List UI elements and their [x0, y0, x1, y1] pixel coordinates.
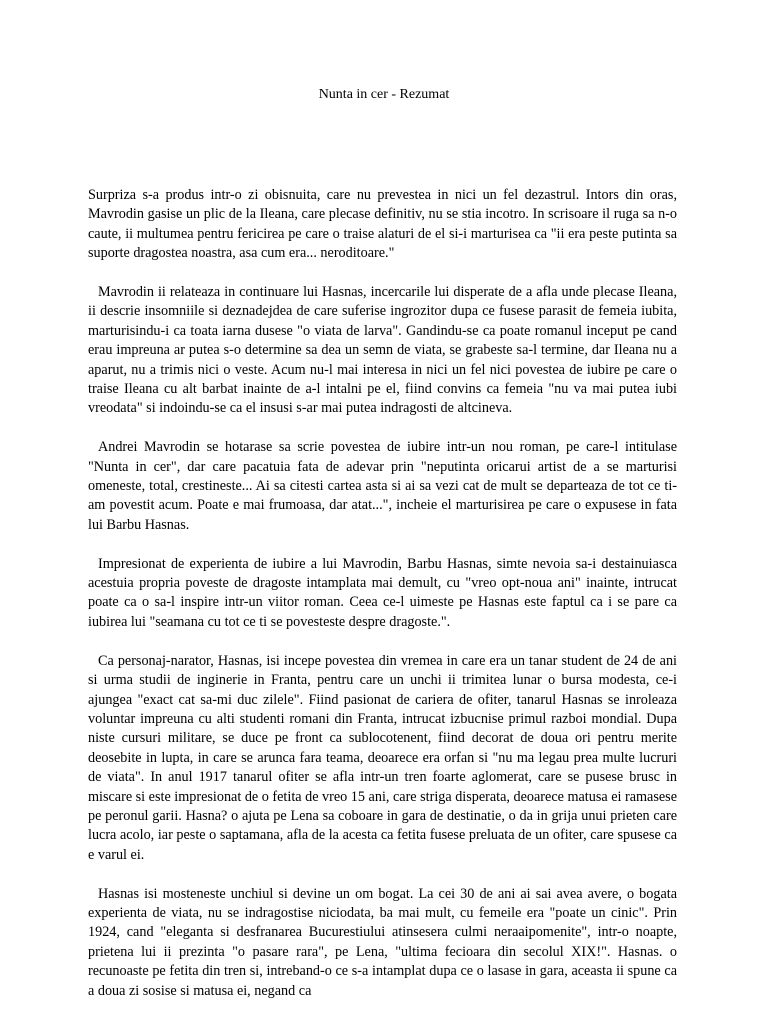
paragraph-6: Hasnas isi mosteneste unchiul si devine un om bogat. La cei 30 de ani ai sai avea avere, o bogata experienta de viata, nu se indragostise niciodata, ba mai mult, cu femeile era "poate un cinic". Prin 1924, cand "eleganta si desfranarea Bucurestiului atinsesera culmi neraaipomenite", intr-o noapte, prietena lui ii prezinta "o pasare rara", pe Lena, "ultima fecioara din secolul XIX!". Hasnas. o recunoaste pe fetita din tren si, intreband-o ce s-a intamplat dupa ce o lasase in gara, aceasta ii spune ca a doua zi sosise si matusa ei, negand ca: [88, 885, 677, 999]
paragraph-3: Andrei Mavrodin se hotarase sa scrie povestea de iubire intr-un nou roman, pe care-l intitulase "Nunta in cer", dar care pacatuia fata de adevar prin "neputinta oricarui artist de a se marturisi omeneste, total, crestineste... Ai sa citesti cartea asta si ai sa vezi cat de mult se departeaza de tot ce ti-am povestit acum. Poate e mai frumoasa, dar atat...", incheie el marturisirea pe care o expusese in fata lui Barbu Hasnas.: [88, 439, 677, 533]
document-body: [88, 186, 677, 1020]
paragraph-1: Surpriza s-a produs intr-o zi obisnuita, care nu prevestea in nici un fel dezastrul. Intors din oras, Mavrodin gasise un plic de la Ileana, care plecase definitiv, nu se stia incotro. In scrisoare il ruga sa n-o caute, ii multumea pentru fericirea pe care o traise alaturi de el si-i marturisea ca "ii era peste putinta sa suporte dragostea noastra, asa cum era... neroditoare.": [88, 187, 677, 262]
paragraph-2: Mavrodin ii relateaza in continuare lui Hasnas, incercarile lui disperate de a afla unde plecase Ileana, ii descrie insomniile si deznadejdea de care suferise ingrozitor dupa ce fusese parasit de femeia iubita, marturisindu-i ca toata iarna dusese "o viata de larva". Gandindu-se ca poate romanul inceput pe cand erau impreuna ar putea s-o determine sa dea un semn de viata, se grabeste sa-l termine, dar Ileana nu a aparut, nu a trimis nici o veste. Acum nu-l mai interesa in nici un fel nici povestea de iubire pe care o traise Ileana cu alt barbat inainte de a-l intalni pe el, fiind convins ca femeia "nu va mai putea iubi vreodata" si indoindu-se ca el insusi s-ar mai putea indragosti de altcineva.: [88, 284, 677, 417]
paragraph-5: Ca personaj-narator, Hasnas, isi incepe povestea din vremea in care era un tanar student de 24 de ani si urma studii de inginerie in Franta, pentru care un unchi ii trimitea lunar o bursa modesta, ce-i ajungea "exact cat sa-mi duc zilele". Fiind pasionat de cariera de ofiter, tanarul Hasnas se inroleaza voluntar impreuna cu alti studenti romani din Franta, intrucat izbucnise primul razboi mondial. Dupa niste cursuri militare, se duce pe front ca sublocotenent, fiind decorat de doua ori pentru merite deosebite in lupta, in care se arunca fara teama, deoarece era orfan si "nu ma legau prea multe lucruri de viata". In anul 1917 tanarul ofiter se afla intr-un tren foarte aglomerat, care se pusese brusc in miscare si este impresionat de o fetita de vreo 15 ani, care striga disperata, deoarece matusa ei ramasese pe peronul garii. Hasna? o ajuta pe Lena sa coboare in gara de destinatie, o da in grija unui prieten care lucra acolo, iar peste o saptamana, afla de la acesta ca fetita fusese preluata de un ofiter, care spusese ca e varul ei.: [88, 652, 677, 863]
paragraph-4: Impresionat de experienta de iubire a lui Mavrodin, Barbu Hasnas, simte nevoia sa-i destainuiasca acestuia propria poveste de dragoste intamplata mai demult, cu "vreo opt-noua ani" inainte, intrucat poate ca o sa-l inspire intr-un viitor roman. Ceea ce-l uimeste pe Hasnas este faptul ca i se pare ca iubirea lui "seamana cu tot ce ti se povesteste despre dragoste.".: [88, 555, 677, 630]
document-title: Nunta in cer - Rezumat: [318, 87, 450, 102]
